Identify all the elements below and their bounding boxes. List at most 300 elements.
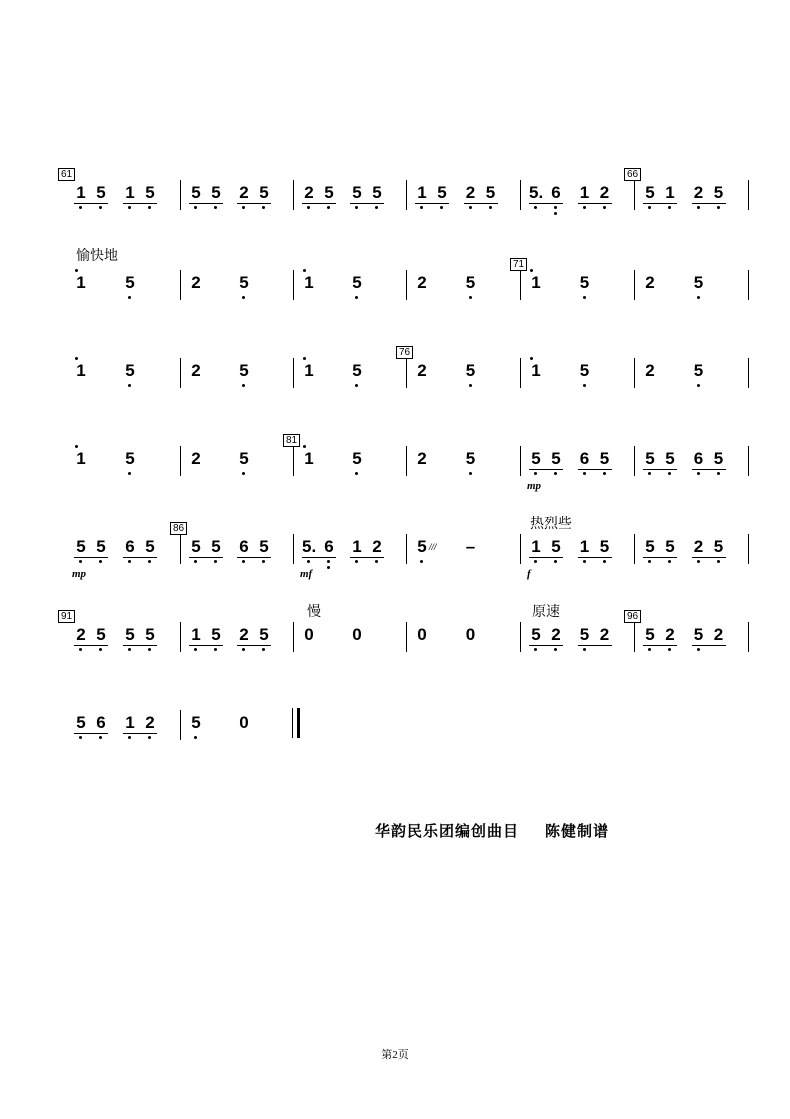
- beam-underline: [692, 557, 726, 558]
- high-octave-dot: [75, 357, 78, 360]
- low-octave-dot: [128, 736, 131, 739]
- bar-line: [180, 180, 181, 210]
- low-octave-dot: [420, 560, 423, 563]
- page-number: 第2页: [381, 1049, 409, 1061]
- low-octave-dot: [583, 648, 586, 651]
- dynamic-mf: mf: [300, 568, 313, 580]
- low-octave-dot: [648, 560, 651, 563]
- beam-underline: [237, 645, 271, 646]
- low-octave-dot: [534, 206, 537, 209]
- note: 5: [96, 183, 106, 202]
- note: 6: [579, 449, 590, 468]
- note: 5: [352, 361, 362, 380]
- bar-line: [180, 534, 181, 564]
- note: 5: [579, 361, 590, 380]
- low-octave-dot: [469, 206, 472, 209]
- low-octave-dot: [554, 206, 557, 209]
- beam-underline: [643, 645, 677, 646]
- low-octave-dot: [440, 206, 443, 209]
- low-octave-dot: [79, 206, 82, 209]
- measure-number: 71: [510, 258, 527, 271]
- low-octave-dot: [583, 206, 586, 209]
- note: 5: [239, 361, 249, 380]
- beam-underline: [74, 203, 108, 204]
- bar-line: [634, 622, 635, 652]
- low-octave-dot: [242, 560, 245, 563]
- beam-underline: [529, 203, 563, 204]
- note: 2: [599, 183, 610, 202]
- bar-line: [180, 446, 181, 476]
- note: 5: [259, 537, 269, 556]
- note: 1: [531, 273, 541, 292]
- bar-line: [406, 270, 407, 300]
- note: 5: [324, 183, 334, 202]
- tempo-marking: 愉快地: [76, 248, 118, 264]
- high-octave-dot: [303, 357, 306, 360]
- bar-line: [748, 180, 749, 210]
- note: 5: [485, 183, 496, 202]
- bar-line: [520, 270, 521, 300]
- beam-underline: [643, 469, 677, 470]
- beam-underline: [123, 557, 157, 558]
- low-octave-dot: [469, 296, 472, 299]
- note: 5: [713, 183, 724, 202]
- low-octave-dot: [697, 472, 700, 475]
- note: 5: [191, 183, 201, 202]
- note: 2: [645, 273, 655, 292]
- low-octave-dot: [242, 296, 245, 299]
- low-octave-dot: [668, 648, 671, 651]
- bar-line: [748, 622, 749, 652]
- note: 1: [76, 361, 86, 380]
- low-octave-dot: [307, 560, 310, 563]
- low-octave-dot: [717, 560, 720, 563]
- bar-line: [180, 710, 181, 740]
- beam-underline: [578, 645, 612, 646]
- note: 1: [579, 183, 590, 202]
- beam-underline: [74, 645, 108, 646]
- final-bar-thick: [297, 708, 300, 738]
- note: 5: [645, 183, 655, 202]
- low-octave-dot: [554, 472, 557, 475]
- bar-line: [520, 358, 521, 388]
- note: 5: [352, 449, 362, 468]
- note: 5: [96, 625, 106, 644]
- note: 5: [372, 183, 382, 202]
- low-octave-dot: [99, 560, 102, 563]
- low-octave-dot: [148, 560, 151, 563]
- beam-underline: [350, 557, 384, 558]
- note: 0: [465, 625, 476, 644]
- low-octave-dot: [489, 206, 492, 209]
- bar-line: [406, 446, 407, 476]
- low-octave-dot: [697, 296, 700, 299]
- note: 1: [76, 449, 86, 468]
- note: 2: [713, 625, 724, 644]
- bar-line: [748, 534, 749, 564]
- low-octave-dot: [327, 560, 330, 563]
- beam-underline: [350, 203, 384, 204]
- note: 5.: [529, 183, 544, 202]
- note: 5: [211, 537, 221, 556]
- note: 2: [191, 449, 201, 468]
- note: 5: [465, 273, 476, 292]
- note: 5: [551, 449, 561, 468]
- note: 5.: [302, 537, 317, 556]
- bar-line: [748, 446, 749, 476]
- low-octave-dot: [214, 648, 217, 651]
- high-octave-dot: [530, 269, 533, 272]
- note: 2: [665, 625, 675, 644]
- low-octave-dot: [355, 384, 358, 387]
- note: 1: [665, 183, 675, 202]
- low-octave-dot: [214, 206, 217, 209]
- bar-line: [634, 180, 635, 210]
- note: 5: [96, 537, 106, 556]
- beam-underline: [189, 557, 223, 558]
- bar-line: [406, 180, 407, 210]
- low-octave-dot: [327, 206, 330, 209]
- beam-underline: [123, 733, 157, 734]
- note: 2: [239, 625, 249, 644]
- bar-line: [293, 180, 294, 210]
- low-octave-dot: [262, 206, 265, 209]
- note: 1: [304, 273, 314, 292]
- note: 1: [76, 273, 86, 292]
- low-octave-dot: [194, 736, 197, 739]
- note: 5: [191, 713, 201, 732]
- beam-underline: [578, 557, 612, 558]
- note: 1: [304, 449, 314, 468]
- bar-line: [293, 622, 294, 652]
- note: 5: [665, 449, 675, 468]
- note: 1: [531, 537, 541, 556]
- note: 5: [352, 273, 362, 292]
- low-octave-dot: [534, 472, 537, 475]
- note: 2: [76, 625, 86, 644]
- bar-line: [293, 534, 294, 564]
- note: 5: [713, 537, 724, 556]
- low-octave-dot: [79, 560, 82, 563]
- high-octave-dot: [530, 357, 533, 360]
- note: 1: [191, 625, 201, 644]
- tempo-marking: 原速: [532, 604, 560, 620]
- low-octave-dot: [668, 472, 671, 475]
- dash: –: [465, 537, 476, 556]
- note: 5: [693, 625, 704, 644]
- bar-line: [406, 622, 407, 652]
- bar-line: [293, 270, 294, 300]
- low-octave-dot: [148, 206, 151, 209]
- bar-line: [748, 358, 749, 388]
- note: 1: [352, 537, 362, 556]
- note: 6: [551, 183, 561, 202]
- dynamic-mp: mp: [527, 480, 542, 492]
- low-octave-dot: [648, 472, 651, 475]
- low-octave-dot: [194, 206, 197, 209]
- low-octave-dot: [583, 472, 586, 475]
- low-octave-dot: [128, 384, 131, 387]
- note: 2: [417, 361, 427, 380]
- low-octave-dot: [554, 212, 557, 215]
- note: 5: [665, 537, 675, 556]
- low-octave-dot: [148, 736, 151, 739]
- note: 5: [599, 449, 610, 468]
- dynamic-f: f: [527, 568, 531, 580]
- note: 5: [599, 537, 610, 556]
- beam-underline: [415, 203, 449, 204]
- low-octave-dot: [128, 206, 131, 209]
- tremolo-mark: ///: [429, 542, 437, 552]
- measure-number: 66: [624, 168, 641, 181]
- beam-underline: [529, 645, 563, 646]
- note: 0: [417, 625, 427, 644]
- bar-line: [634, 270, 635, 300]
- note: 2: [599, 625, 610, 644]
- low-octave-dot: [355, 296, 358, 299]
- bar-line: [520, 622, 521, 652]
- final-bar-thin: [292, 708, 293, 738]
- note: 5: [211, 625, 221, 644]
- measure-number: 76: [396, 346, 413, 359]
- low-octave-dot: [554, 648, 557, 651]
- note: 5: [145, 537, 155, 556]
- note: 5: [125, 273, 135, 292]
- note: 6: [239, 537, 249, 556]
- note: 2: [145, 713, 155, 732]
- bar-line: [520, 180, 521, 210]
- note: 2: [191, 361, 201, 380]
- note: 5: [645, 449, 655, 468]
- note: 1: [579, 537, 590, 556]
- low-octave-dot: [697, 384, 700, 387]
- bar-line: [180, 622, 181, 652]
- beam-underline: [123, 645, 157, 646]
- low-octave-dot: [668, 560, 671, 563]
- beam-underline: [237, 203, 271, 204]
- note: 5: [579, 273, 590, 292]
- beam-underline: [189, 203, 223, 204]
- low-octave-dot: [262, 648, 265, 651]
- beam-underline: [237, 557, 271, 558]
- low-octave-dot: [603, 560, 606, 563]
- note: 1: [531, 361, 541, 380]
- low-octave-dot: [534, 648, 537, 651]
- bar-line: [634, 446, 635, 476]
- low-octave-dot: [128, 560, 131, 563]
- low-octave-dot: [99, 206, 102, 209]
- low-octave-dot: [99, 736, 102, 739]
- low-octave-dot: [194, 560, 197, 563]
- low-octave-dot: [242, 648, 245, 651]
- low-octave-dot: [128, 648, 131, 651]
- note: 5: [239, 449, 249, 468]
- note: 5: [191, 537, 201, 556]
- high-octave-dot: [75, 269, 78, 272]
- arranger-credit: 华韵民乐团编创曲目: [375, 822, 520, 840]
- low-octave-dot: [128, 472, 131, 475]
- low-octave-dot: [307, 206, 310, 209]
- bar-line: [293, 446, 294, 476]
- measure-number: 61: [58, 168, 75, 181]
- note: 1: [125, 713, 135, 732]
- bar-line: [406, 534, 407, 564]
- note: 2: [304, 183, 314, 202]
- low-octave-dot: [469, 384, 472, 387]
- bar-line: [180, 270, 181, 300]
- beam-underline: [578, 469, 612, 470]
- note: 1: [304, 361, 314, 380]
- bar-line: [293, 358, 294, 388]
- note: 2: [693, 537, 704, 556]
- note: 6: [693, 449, 704, 468]
- note: 2: [191, 273, 201, 292]
- note: 5: [145, 625, 155, 644]
- note: 5: [76, 537, 86, 556]
- note: 2: [417, 449, 427, 468]
- beam-underline: [464, 203, 498, 204]
- low-octave-dot: [242, 472, 245, 475]
- low-octave-dot: [262, 560, 265, 563]
- beam-underline: [692, 645, 726, 646]
- low-octave-dot: [717, 472, 720, 475]
- measure-number: 91: [58, 610, 75, 623]
- note: 1: [417, 183, 427, 202]
- note: 5: [352, 183, 362, 202]
- beam-underline: [643, 557, 677, 558]
- beam-underline: [692, 203, 726, 204]
- low-octave-dot: [128, 296, 131, 299]
- bar-line: [520, 446, 521, 476]
- low-octave-dot: [648, 648, 651, 651]
- low-octave-dot: [99, 648, 102, 651]
- note: 5: [531, 449, 541, 468]
- low-octave-dot: [554, 560, 557, 563]
- beam-underline: [643, 203, 677, 204]
- note: 1: [125, 183, 135, 202]
- credits: [375, 820, 635, 841]
- tempo-marking: 热烈些: [530, 516, 572, 532]
- beam-underline: [529, 557, 563, 558]
- high-octave-dot: [303, 445, 306, 448]
- note: 5: [465, 449, 476, 468]
- low-octave-dot: [583, 560, 586, 563]
- beam-underline: [692, 469, 726, 470]
- note: 0: [304, 625, 314, 644]
- bar-line: [634, 534, 635, 564]
- low-octave-dot: [717, 206, 720, 209]
- low-octave-dot: [648, 206, 651, 209]
- note: 2: [372, 537, 382, 556]
- low-octave-dot: [355, 560, 358, 563]
- measure-number: 86: [170, 522, 187, 535]
- note: 2: [239, 183, 249, 202]
- beam-underline: [302, 203, 336, 204]
- note: 6: [96, 713, 106, 732]
- note: 5: [239, 273, 249, 292]
- note: 2: [551, 625, 561, 644]
- low-octave-dot: [194, 648, 197, 651]
- low-octave-dot: [583, 296, 586, 299]
- note: 2: [645, 361, 655, 380]
- note: 5: [437, 183, 447, 202]
- beam-underline: [578, 203, 612, 204]
- note: 5: [125, 625, 135, 644]
- beam-underline: [189, 645, 223, 646]
- low-octave-dot: [355, 472, 358, 475]
- note: 5: [145, 183, 155, 202]
- note: 2: [693, 183, 704, 202]
- low-octave-dot: [583, 384, 586, 387]
- note: 5: [211, 183, 221, 202]
- low-octave-dot: [242, 206, 245, 209]
- note: 5: [645, 625, 655, 644]
- note: 5: [259, 183, 269, 202]
- note: 6: [125, 537, 135, 556]
- beam-underline: [529, 469, 563, 470]
- low-octave-dot: [375, 560, 378, 563]
- low-octave-dot: [668, 206, 671, 209]
- measure-number: 96: [624, 610, 641, 623]
- dynamic-mp: mp: [72, 568, 87, 580]
- low-octave-dot: [697, 206, 700, 209]
- bar-line: [520, 534, 521, 564]
- note: 5: [693, 273, 704, 292]
- note: 5: [125, 449, 135, 468]
- note: 5: [125, 361, 135, 380]
- transcriber-credit: 陈健制谱: [545, 822, 610, 840]
- note: 5: [579, 625, 590, 644]
- beam-underline: [302, 557, 336, 558]
- tempo-marking: 慢: [307, 604, 321, 620]
- note: 5: [531, 625, 541, 644]
- low-octave-dot: [79, 736, 82, 739]
- note: 5: [417, 537, 427, 556]
- note: 2: [417, 273, 427, 292]
- low-octave-dot: [420, 206, 423, 209]
- low-octave-dot: [148, 648, 151, 651]
- bar-line: [180, 358, 181, 388]
- low-octave-dot: [603, 472, 606, 475]
- note: 5: [551, 537, 561, 556]
- note: 5: [465, 361, 476, 380]
- note: 5: [259, 625, 269, 644]
- note: 5: [76, 713, 86, 732]
- beam-underline: [74, 557, 108, 558]
- low-octave-dot: [603, 206, 606, 209]
- note: 0: [239, 713, 249, 732]
- bar-line: [406, 358, 407, 388]
- note: 2: [465, 183, 476, 202]
- low-octave-dot: [375, 206, 378, 209]
- high-octave-dot: [75, 445, 78, 448]
- note: 0: [352, 625, 362, 644]
- note: 5: [645, 537, 655, 556]
- low-octave-dot: [355, 206, 358, 209]
- low-octave-dot: [79, 648, 82, 651]
- note: 5: [713, 449, 724, 468]
- low-octave-dot: [534, 560, 537, 563]
- low-octave-dot: [469, 472, 472, 475]
- low-octave-dot: [697, 648, 700, 651]
- low-octave-dot: [327, 566, 330, 569]
- bar-line: [748, 270, 749, 300]
- note: 1: [76, 183, 86, 202]
- note: 5: [693, 361, 704, 380]
- note: 6: [324, 537, 334, 556]
- low-octave-dot: [697, 560, 700, 563]
- beam-underline: [74, 733, 108, 734]
